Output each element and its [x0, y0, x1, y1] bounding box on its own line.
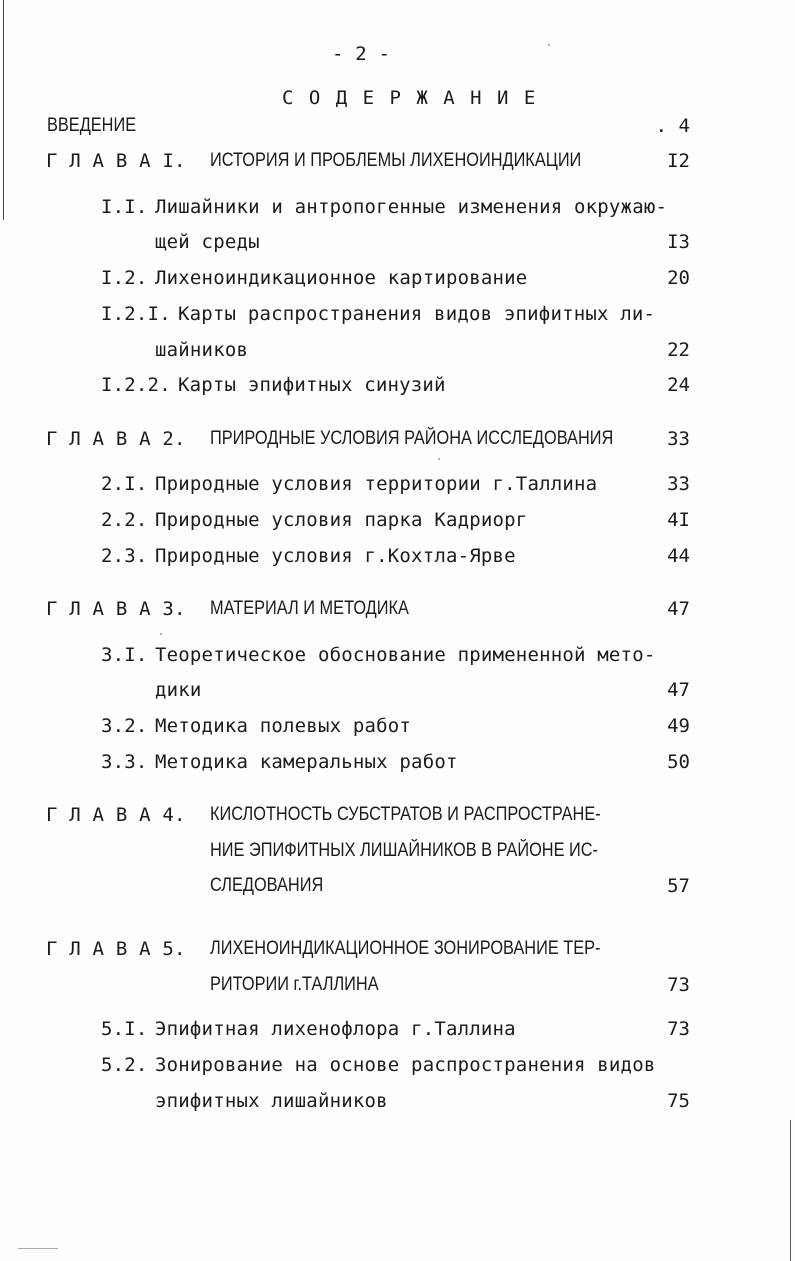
- section-3-3-title: Методика камеральных работ: [155, 751, 458, 773]
- chapter-3-title: МАТЕРИАЛ И МЕТОДИКА: [210, 598, 409, 619]
- section-3-1-page: 47: [667, 679, 690, 701]
- section-2-3-num: 2.3.: [101, 545, 148, 567]
- section-5-2-title: Зонирование на основе распространения видов: [155, 1054, 656, 1076]
- scan-edge-left: [3, 0, 4, 220]
- chapter-4-title: КИСЛОТНОСТЬ СУБСТРАТОВ И РАСПРОСТРАНЕ-: [210, 804, 601, 825]
- chapter-4-page: 57: [667, 875, 690, 897]
- section-5-2-num: 5.2.: [101, 1054, 148, 1076]
- chapter-1-page: I2: [667, 150, 690, 172]
- section-1-2-page: 20: [667, 267, 690, 289]
- section-1-1-title-cont: щей среды: [155, 231, 260, 253]
- section-5-2-page: 75: [667, 1090, 690, 1112]
- chapter-2-label: Г Л А В А 2.: [46, 428, 186, 450]
- chapter-1-title: ИСТОРИЯ И ПРОБЛЕМЫ ЛИХЕНОИНДИКАЦИИ: [210, 150, 582, 171]
- section-1-2-num: I.2.: [101, 267, 148, 289]
- section-1-2-2-page: 24: [667, 374, 690, 396]
- section-2-1-title: Природные условия территории г.Таллина: [155, 473, 598, 495]
- section-1-1-title: Лишайники и антропогенные изменения окружаю-: [155, 196, 668, 218]
- section-3-3-page: 50: [667, 751, 690, 773]
- chapter-5-title: ЛИХЕНОИНДИКАЦИОННОЕ ЗОНИРОВАНИЕ ТЕР-: [210, 938, 601, 959]
- section-2-1-num: 2.I.: [101, 473, 148, 495]
- section-3-3-num: 3.3.: [101, 751, 148, 773]
- section-3-2-num: 3.2.: [101, 715, 148, 737]
- chapter-4-title-cont: НИЕ ЭПИФИТНЫХ ЛИШАЙНИКОВ В РАЙОНЕ ИС-: [210, 840, 599, 861]
- chapter-5-title-cont: РИТОРИИ г.ТАЛЛИНА: [210, 974, 379, 995]
- section-5-2-title-cont: эпифитных лишайников: [155, 1090, 388, 1112]
- section-1-1-page: I3: [667, 231, 690, 253]
- chapter-3-label: Г Л А В А 3.: [46, 598, 186, 620]
- chapter-4-title-cont2: СЛЕДОВАНИЯ: [210, 875, 324, 896]
- scan-mark: [18, 1248, 58, 1249]
- section-5-1-title: Эпифитная лихенофлора г.Таллина: [155, 1018, 516, 1040]
- page-title: С О Д Е Р Ж А Н И Е: [282, 87, 538, 109]
- section-3-2-page: 49: [667, 715, 690, 737]
- chapter-2-page: 33: [667, 428, 690, 450]
- section-2-2-num: 2.2.: [101, 509, 148, 531]
- scan-speck: [160, 633, 162, 635]
- section-3-1-title: Теоретическое обоснование примененной мето-: [155, 644, 656, 666]
- chapter-4-label: Г Л А В А 4.: [46, 804, 186, 826]
- chapter-5-label: Г Л А В А 5.: [46, 938, 186, 960]
- section-1-2-1-page: 22: [667, 339, 690, 361]
- chapter-1-label: Г Л А В А I.: [46, 150, 186, 172]
- section-1-1-num: I.I.: [101, 196, 148, 218]
- entry-intro-title: ВВЕДЕНИЕ: [47, 115, 137, 136]
- section-2-3-title: Природные условия г.Кохтла-Ярве: [155, 545, 516, 567]
- section-1-2-2-title: Карты эпифитных синузий: [178, 374, 446, 396]
- section-2-2-page: 4I: [667, 509, 690, 531]
- section-1-2-2-num: I.2.2.: [101, 374, 171, 396]
- scan-speck: [548, 44, 550, 46]
- section-1-2-1-title-cont: шайников: [155, 339, 249, 361]
- section-5-1-num: 5.I.: [101, 1018, 148, 1040]
- chapter-2-title: ПРИРОДНЫЕ УСЛОВИЯ РАЙОНА ИССЛЕДОВАНИЯ: [210, 428, 614, 449]
- section-3-2-title: Методика полевых работ: [155, 715, 412, 737]
- page-number: - 2 -: [332, 43, 391, 65]
- section-5-1-page: 73: [667, 1018, 690, 1040]
- chapter-3-page: 47: [667, 598, 690, 620]
- section-2-1-page: 33: [667, 473, 690, 495]
- section-1-2-1-num: I.2.I.: [101, 303, 171, 325]
- section-1-2-title: Лихеноиндикационное картирование: [155, 267, 528, 289]
- section-2-3-page: 44: [667, 545, 690, 567]
- section-1-2-1-title: Карты распространения видов эпифитных ли-: [178, 303, 656, 325]
- section-2-2-title: Природные условия парка Кадриорг: [155, 509, 528, 531]
- scan-speck: [438, 458, 440, 460]
- entry-intro-page: . 4: [655, 115, 690, 137]
- section-3-1-num: 3.I.: [101, 644, 148, 666]
- chapter-5-page: 73: [667, 974, 690, 996]
- section-3-1-title-cont: дики: [155, 679, 202, 701]
- scan-edge-right: [790, 1120, 791, 1261]
